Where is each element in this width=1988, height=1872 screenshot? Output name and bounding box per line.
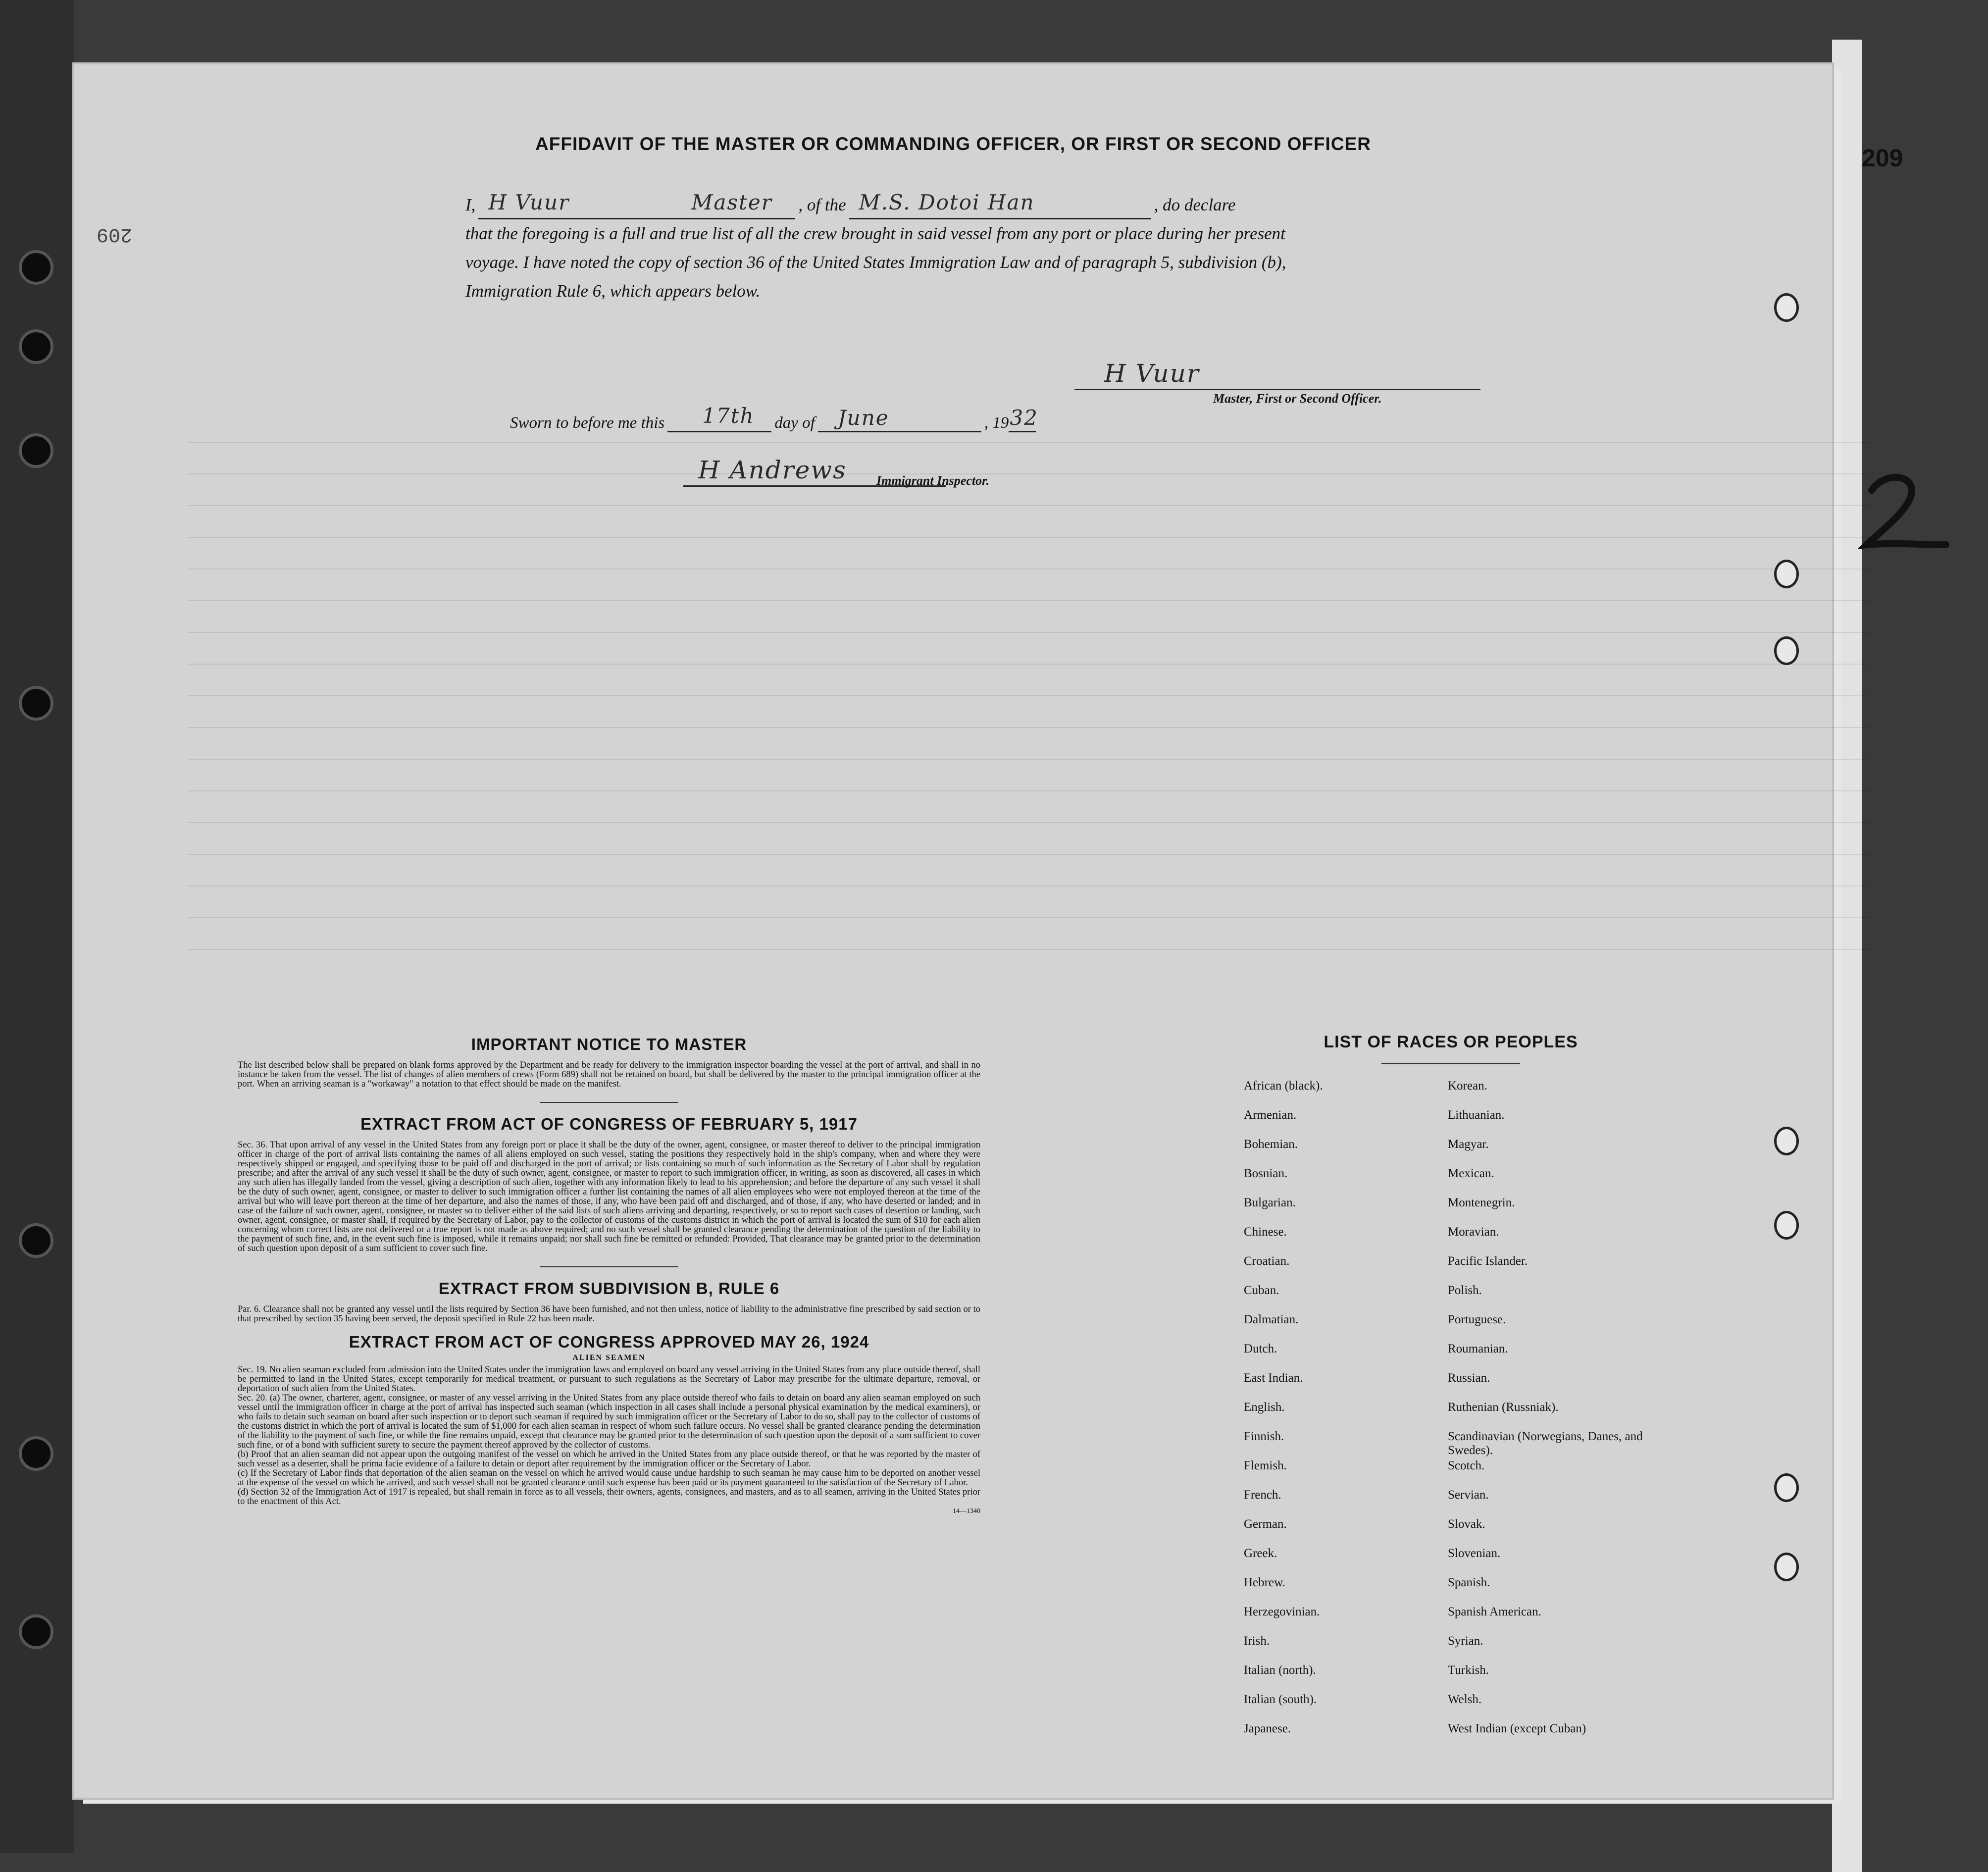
race-item: Armenian.: [1244, 1108, 1297, 1122]
race-item: Portuguese.: [1448, 1313, 1506, 1326]
sworn-label: Sworn to before me this: [510, 414, 665, 432]
officer-signature-line: [1074, 359, 1480, 390]
race-item: Hebrew.: [1244, 1576, 1285, 1589]
race-item: Cuban.: [1244, 1284, 1279, 1297]
race-item: Servian.: [1448, 1488, 1489, 1502]
sworn-month: June: [837, 406, 889, 430]
race-item: Greek.: [1244, 1547, 1277, 1560]
punch-hole: [1774, 1127, 1799, 1155]
affidavit-line-4: Immigration Rule 6, which appears below.: [465, 281, 761, 301]
race-item: East Indian.: [1244, 1371, 1303, 1385]
binder-hole: [19, 433, 53, 468]
race-item: Dutch.: [1244, 1342, 1277, 1355]
race-item: Bohemian.: [1244, 1138, 1298, 1151]
race-item: Moravian.: [1448, 1225, 1499, 1239]
sworn-row: [510, 404, 1038, 432]
race-item: Roumanian.: [1448, 1342, 1508, 1355]
of-the-label: , of the: [798, 195, 846, 214]
punch-hole: [1774, 293, 1799, 322]
race-item: Chinese.: [1244, 1225, 1287, 1239]
affidavit-intro: I,: [465, 195, 476, 214]
punch-hole: [1774, 636, 1799, 665]
officer-signature: H Vuur: [1104, 359, 1200, 388]
race-item: Herzegovinian.: [1244, 1605, 1320, 1618]
race-item: Dalmatian.: [1244, 1313, 1299, 1326]
extract-1924-title: EXTRACT FROM ACT OF CONGRESS APPROVED MAY 26, 1924: [349, 1333, 869, 1351]
race-item: Syrian.: [1448, 1634, 1483, 1648]
binder-hole: [19, 1614, 53, 1649]
race-item: English.: [1244, 1401, 1285, 1414]
punch-hole: [1774, 1553, 1799, 1581]
extract-1924-subtitle: ALIEN SEAMEN: [572, 1353, 646, 1362]
race-item: Finnish.: [1244, 1430, 1284, 1443]
extract-1917-body: Sec. 36. That upon arrival of any vessel in the United States from any foreign port or place it shall be the duty of the owner, agent, consignee, or master thereof to deliver to the principal immigration officer in charge of the port of arrival lists containing the names of all aliens employed on such vessel, stating the positions they respectively hold in the ship's company, when and where they were respectively shipped or engaged, and specifying those to be paid off and discharged in the port of arrival; or lists containing so much of such information as the Secretary of Labor shall by regulation prescribe; and after the arrival of any such vessel it shall be the duty of such owner, agent, consignee, or master to report to such immigration officer, in writing, as soon as discovered, all cases in which any such alien has illegally landed from the vessel, giving a description of such alien, together with any information likely to lead to his apprehension; and before the departure of any such vessel it shall be the duty of such owner, agent, consignee, or master to deliver to such immigration officer a further list containing the names of all alien employees who were not employed thereon at the time of the arrival but who will leave port thereon at the time of her departure, and also the names of those, if any, who have been paid off and discharged, and of those, if any, who have deserted or landed; and in case of the failure of such owner, agent, consignee, or master so to deliver either of the said lists of such aliens arriving and departing, respectively, or so to report such cases of desertion or landing, such owner, agent, consignee, or master shall, if required by the Secretary of Labor, pay to the collector of customs of the customs district in which the port of arrival is located the sum of $10 for each alien concerning whom correct lists are not delivered or a true report is not made as above required; and no such vessel shall be granted clearance pending the determination of the question of the liability to the payment of such fine, and, in the event such fine is imposed, while it remains unpaid; nor shall such fine be remitted or refunded: Provided, That clearance may be granted prior to the determination of such question upon deposit of a sum sufficient to cover such fine.: [238, 1140, 980, 1253]
binder-hole: [19, 686, 53, 721]
race-item: Japanese.: [1244, 1722, 1291, 1735]
handwritten-mark-2: [1852, 466, 1951, 565]
affidavit-line-1: [465, 191, 1530, 219]
race-item: West Indian (except Cuban): [1448, 1722, 1586, 1735]
sec-20d-paragraph: (d) Section 32 of the Immigration Act of 1917 is repealed, but shall remain in force as to all vessels, their owners, agents, consignees, and masters, and as to all seamen, arriving in the United States prior to the enactment of this Act.: [238, 1487, 980, 1507]
show-through-ruling: [188, 411, 1872, 971]
races-list: [1228, 1033, 1674, 1751]
race-item: Ruthenian (Russniak).: [1448, 1401, 1559, 1414]
page-number: 209: [1862, 144, 1903, 172]
notice-body: The list described below shall be prepared on blank forms approved by the Department and be ready for delivery to the immigration inspector boarding the vessel at the port of arrival, and shall in no instance be taken from the vessel. The list of changes of alien members of crews (Form 689) shall not be retained on board, but shall be delivered by the master to the principal immigration officer at the port. When an arriving seaman is a "workaway" a notation to that effect should be made on the manifest.: [238, 1060, 980, 1089]
sec-19-paragraph: Sec. 19. No alien seaman excluded from admission into the United States under the immigration laws and employed on board any vessel arriving in the United States from any place outside thereof, shall be permitted to land in the United States, except temporarily for medical treatment, or pursuant to such regulations as the Secretary of Labor may prescribe for the ultimate departure, removal, or deportation of such alien from the United States.: [238, 1365, 980, 1394]
master-signature: H Vuur: [488, 190, 570, 214]
race-item: Spanish American.: [1448, 1605, 1541, 1618]
race-item: German.: [1244, 1517, 1287, 1531]
inspector-signature: H Andrews: [698, 456, 847, 484]
race-item: Irish.: [1244, 1634, 1270, 1648]
race-item: Welsh.: [1448, 1693, 1482, 1706]
races-columns: [1228, 1079, 1674, 1751]
year-field: [1009, 406, 1038, 432]
race-item: Italian (north).: [1244, 1664, 1316, 1677]
race-item: Magyar.: [1448, 1138, 1489, 1151]
race-item: Slovenian.: [1448, 1547, 1501, 1560]
sec-20a-paragraph: Sec. 20. (a) The owner, charterer, agent, consignee, or master of any vessel arriving in the United States from any place outside thereof who fails to detain on board any alien seaman employed on such vessel until the immigration officer in charge at the port of arrival has inspected such seaman (which inspection in all cases shall include a personal physical examination by the medical examiners), or who fails to detain such seaman on board after such inspection or to deport such seaman if required by such immigration officer or the Secretary of Labor to do so, shall pay to the collector of customs of the customs district in which the port of arrival is located the sum of $1,000 for each alien seaman in respect of whom such failure occurs. No vessel shall be granted clearance pending the determination of the liability to the payment of such fine, or while the fine remains unpaid, except that clearance may be granted prior to the determination of such question upon the deposit of a sum sufficient to cover such fine, or of a bond with sufficient surety to secure the payment thereof approved by the collector of customs.: [238, 1393, 980, 1450]
binder-hole: [19, 1436, 53, 1471]
race-item: Lithuanian.: [1448, 1108, 1505, 1122]
divider: [1381, 1063, 1520, 1064]
race-item: Scandinavian (Norwegians, Danes, and Swedes).: [1448, 1430, 1643, 1457]
declare-label: , do declare: [1154, 195, 1236, 214]
race-item: Scotch.: [1448, 1459, 1485, 1472]
race-item: Mexican.: [1448, 1167, 1494, 1180]
notice-title: IMPORTANT NOTICE TO MASTER: [471, 1035, 747, 1053]
race-item: Spanish.: [1448, 1576, 1490, 1589]
race-item: Bosnian.: [1244, 1167, 1288, 1180]
divider: [540, 1102, 678, 1103]
divider: [540, 1266, 678, 1267]
race-item: Polish.: [1448, 1284, 1482, 1297]
race-item: Russian.: [1448, 1371, 1490, 1385]
race-item: Pacific Islander.: [1448, 1254, 1528, 1268]
notice-to-master: [238, 1035, 980, 1515]
race-item: Croatian.: [1244, 1254, 1290, 1268]
race-item: Montenegrin.: [1448, 1196, 1515, 1209]
binder-hole: [19, 1223, 53, 1258]
extract-rule6-body: Par. 6. Clearance shall not be granted any vessel until the lists required by Section 36 have been furnished, and not then unless, notice of liability to the administrative fine prescribed by said section or to that prescribed by section 35 having been served, the deposit specified in Rule 22 has been made.: [238, 1304, 980, 1324]
race-item: Turkish.: [1448, 1664, 1489, 1677]
vessel-name: M.S. Dotoi Han: [859, 190, 1035, 214]
punch-hole: [1774, 1473, 1799, 1502]
affidavit-title: AFFIDAVIT OF THE MASTER OR COMMANDING OFFICER, OR FIRST OR SECOND OFFICER: [535, 134, 1371, 154]
races-title: LIST OF RACES OR PEOPLES: [1324, 1033, 1578, 1051]
extract-1917-title: EXTRACT FROM ACT OF CONGRESS OF FEBRUARY 5, 1917: [360, 1115, 858, 1133]
race-item: Slovak.: [1448, 1517, 1485, 1531]
sec-20b-paragraph: (b) Proof that an alien seaman did not appear upon the outgoing manifest of the vessel on which he arrived in the United States from any place outside thereof, or that he was reported by the master of such vessel as a deserter, shall be prima facie evidence of a failure to detain or deport after requirement by the immigration officer or the Secretary of Labor.: [238, 1450, 980, 1469]
binder-hole: [19, 329, 53, 364]
race-item: Italian (south).: [1244, 1693, 1317, 1706]
sworn-year: 32: [1010, 406, 1038, 430]
race-item: Bulgarian.: [1244, 1196, 1296, 1209]
sworn-day: 17th: [702, 404, 755, 428]
binder-hole: [19, 250, 53, 285]
sec-20c-paragraph: (c) If the Secretary of Labor finds that deportation of the alien seaman on the vessel on which he arrived would cause undue hardship to such seaman he may cause him to be deported on another vessel at the expense of the vessel on which he arrived, and such vessel shall not be granted clearance until such expense has been paid or its payment guaranteed to the satisfaction of the Secretary of Labor.: [238, 1468, 980, 1488]
manifest-page: [74, 64, 1832, 1798]
punch-hole: [1774, 1211, 1799, 1240]
mirrored-stamp: 209: [97, 223, 133, 245]
sworn-day-field: [667, 404, 771, 432]
extract-rule6-title: EXTRACT FROM SUBDIVISION B, RULE 6: [438, 1279, 780, 1298]
race-item: Korean.: [1448, 1079, 1487, 1092]
affidavit-line-3: voyage. I have noted the copy of section 36 of the United States Immigration Law and of paragraph 5, subdivision (b),: [465, 253, 1286, 272]
year-prefix: , 19: [984, 414, 1009, 432]
affidavit-line-2: that the foregoing is a full and true list of all the crew brought in said vessel from any port or place during her present: [465, 224, 1285, 243]
form-number: 14—1340: [953, 1508, 980, 1515]
race-item: Flemish.: [1244, 1459, 1287, 1472]
officer-caption: Master, First or Second Officer.: [1213, 391, 1382, 406]
sworn-month-field: [818, 406, 981, 432]
master-role: Master: [691, 190, 772, 214]
affidavit-statement: [465, 191, 1530, 306]
punch-hole: [1774, 560, 1799, 588]
race-item: African (black).: [1244, 1079, 1323, 1092]
inspector-caption: Immigrant Inspector.: [876, 473, 990, 488]
races-column-1: [1228, 1079, 1448, 1751]
races-column-2: [1448, 1079, 1676, 1751]
day-of-label: day of: [774, 414, 815, 432]
vessel-name-field: [849, 190, 1151, 219]
master-name-field: [478, 190, 795, 219]
race-item: French.: [1244, 1488, 1281, 1502]
